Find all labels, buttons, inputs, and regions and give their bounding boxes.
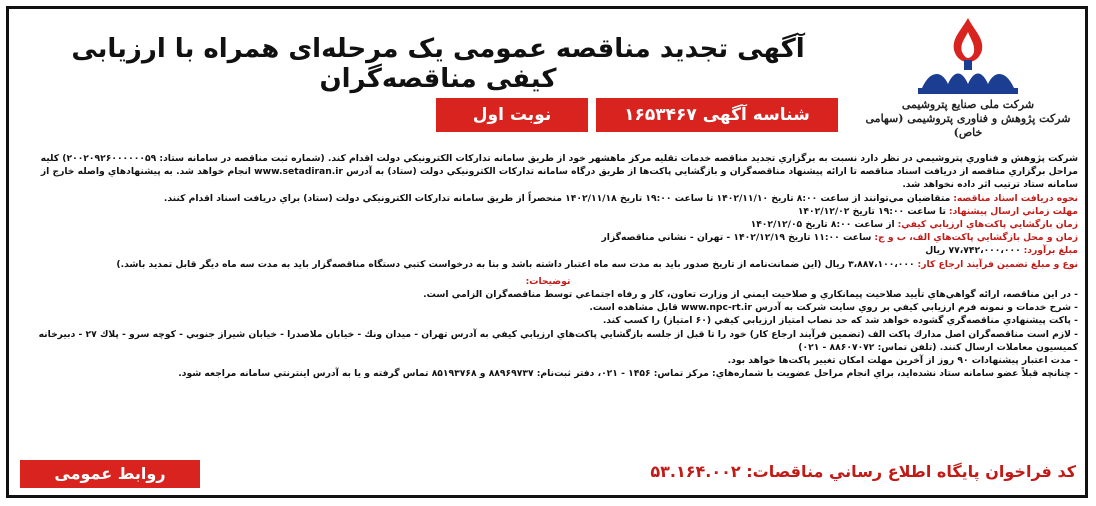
org-line-1: شرکت ملی صنایع پتروشیمی <box>901 98 1035 111</box>
round-badge: نوبت اول <box>436 98 588 132</box>
detail-row-envelope-opening <box>18 231 1078 244</box>
ad-title: آگهی تجدید مناقصه عمومی یک مرحله‌ای همراه با ارزیابی کیفی مناقصه‌گران <box>71 34 805 94</box>
notes-title: توضيحات: <box>525 275 571 287</box>
detail-row-documents <box>18 192 1078 205</box>
header-badges <box>436 98 838 132</box>
logo-area <box>854 14 1082 154</box>
ad-body <box>18 152 1078 380</box>
row-label: نوع و مبلغ تضمين فرآيند ارجاع كار: <box>917 258 1078 270</box>
note-item: - لازم است مناقصه‌گران اصل مدارك پاكت الف (تضمين فرآيند ارجاع كار) خود را تا قبل از جلسه بازگشايي پاكت‌هاي ارزيابي كيفي به آدرس تهران - ميدان ونك - خيابان ملاصدرا - خيابان شيراز جنوبي - كوچه سرو - پلاك ۲۷ - دبيرخانه كميسيون معاملات ارسال كنند. (تلفن تماس: ۸۸۶۰۷۰۷۲ - ۰۲۱) <box>38 328 1078 353</box>
public-relations-badge: روابط عمومی <box>20 460 200 488</box>
oil-company-logo-icon <box>908 14 1028 98</box>
row-label: مبلغ برآورد: <box>1023 245 1078 257</box>
row-value: از ساعت ۸:۰۰ تاريخ ۱۴۰۲/۱۲/۰۵ <box>750 219 895 231</box>
row-label: زمان و محل بازگشايي پاكت‌هاي الف، ب و ج: <box>874 232 1078 244</box>
note-item: - مدت اعتبار پيشنهادات ۹۰ روز از آخرين مهلت امكان تغيير پاكت‌ها خواهد بود. <box>727 355 1078 367</box>
detail-row-quality-opening <box>18 218 1078 231</box>
note-item: - چنانچه قبلاً عضو سامانه ستاد نشده‌ايد، براي انجام مراحل عضويت با شماره‌هاي: مركز تماس: ۱۴۵۶ - ۰۲۱، دفتر ثبت‌نام: ۸۸۹۶۹۷۳۷ و ۸۵۱۹۳۷۶۸ تماس گرفته و يا به آدرس اينترنتي سامانه مراجعه شود. <box>178 368 1078 380</box>
row-value: ۳،۸۸۷،۱۰۰،۰۰۰ ريال (اين ضمانت‌نامه از تاريخ صدور بايد به مدت سه ماه اعتبار داشته باشد و بنا به درخواست كتبي دستگاه مناقصه‌گزار بايد به مدت سه ماه ديگر قابل تمديد باشد.) <box>116 258 915 270</box>
row-value: ۷۷،۷۴۲،۰۰۰،۰۰۰ ريال <box>925 245 1021 257</box>
detail-row-deadline <box>18 205 1078 218</box>
row-label: مهلت زماني ارسال پيشنهاد: <box>948 205 1078 217</box>
tender-code: كد فراخوان پايگاه اطلاع رساني مناقصات: ۵۳.۱۶۴.۰۰۲ <box>650 462 1076 481</box>
detail-row-estimate <box>18 244 1078 257</box>
ad-footer <box>20 460 1076 490</box>
row-value: متقاضيان مي‌توانند از ساعت ۸:۰۰ تاريخ ۱۴۰۲/۱۱/۱۰ تا ساعت ۱۹:۰۰ تاريخ ۱۴۰۲/۱۱/۱۸ منحصراً از طريق سامانه تداركات الكترونيكي دولت (ستاد) براي دريافت اسناد اقدام كنند. <box>163 192 951 204</box>
row-label: زمان بازگشايي پاكت‌هاي ارزيابي كيفي: <box>897 219 1078 231</box>
row-label: نحوه دريافت اسناد مناقصه: <box>953 192 1078 204</box>
note-item: - در اين مناقصه، ارائه گواهي‌هاي تأييد صلاحيت پيمانكاري و صلاحيت ايمني از وزارت تعاون، كار و رفاه اجتماعي توسط مناقصه‌گران الزامي است. <box>423 289 1078 301</box>
row-value: تا ساعت ۱۹:۰۰ تاريخ ۱۴۰۲/۱۲/۰۲ <box>797 205 946 217</box>
row-value: ساعت ۱۱:۰۰ تاريخ ۱۴۰۲/۱۲/۱۹ - تهران - نشاني مناقصه‌گزار <box>601 232 872 244</box>
note-item: - پاكت پيشنهادي مناقصه‌گري گشوده خواهد شد كه حد نصاب امتياز ارزيابي كيفي (۶۰ امتياز) را كسب كند. <box>602 315 1078 327</box>
ad-id-badge: شناسه آگهی ۱۶۵۳۴۶۷ <box>596 98 838 132</box>
org-line-2: شرکت پژوهش و فناوری پتروشیمی (سهامی خاص) <box>865 112 1071 139</box>
note-item: - شرح خدمات و نمونه فرم ارزيابي كيفي بر روي سايت شركت به آدرس www.npc-rt.ir قابل مشاهده است. <box>589 302 1078 314</box>
intro-paragraph: شرکت پژوهش و فناوري پتروشيمي در نظر دارد نسبت به برگزاري تجديد مناقصه خدمات تقليه مركز ماهشهر خود از طريق سامانه تداركات الكترونيكي دولت اقدام كند. (شماره ثبت مناقصه در سامانه ستاد: ۲۰۰۲۰۹۲۶۰۰۰۰۰۰۵۹) كليه مراحل برگزاري مناقصه از دريافت اسناد مناقصه تا ارائه پيشنهاد مناقصه‌گران و بازگشايي پاكت‌ها از طريق درگاه سامانه تداركات الكترونيكي دولت (ستاد) به آدرس www.setadiran.ir انجام خواهد شد. به پيشنهادهاي واصله خارج از سامانه ستاد ترتيب اثر داده نخواهد شد. <box>40 153 1078 191</box>
detail-row-guarantee <box>18 258 1078 271</box>
